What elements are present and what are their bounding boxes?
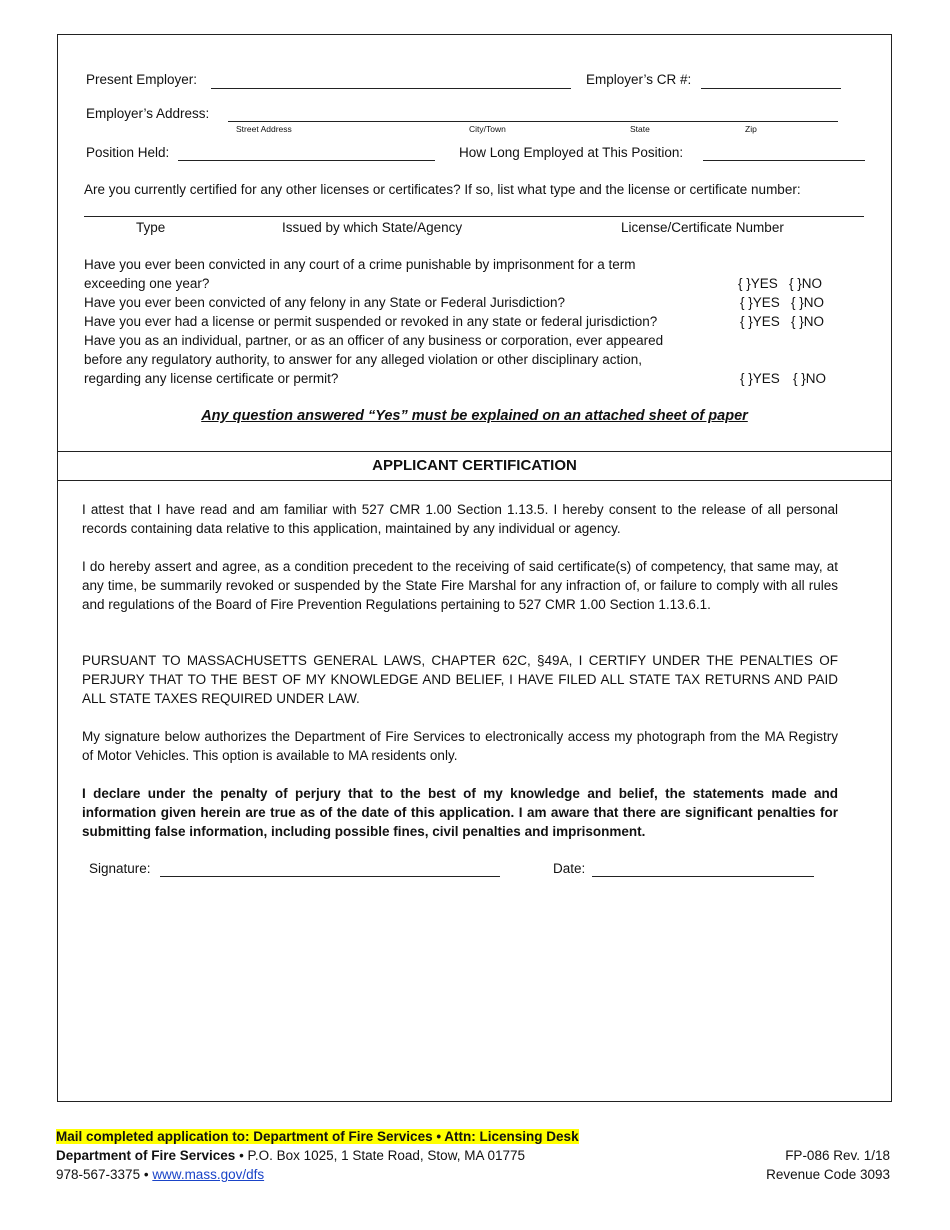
present-employer-label: Present Employer: [86,72,198,87]
employer-address-field[interactable] [228,121,838,122]
how-long-label: How Long Employed at This Position: [459,145,684,160]
state-sublabel: State [630,124,650,134]
perjury-declaration: I declare under the penalty of perjury that to the best of my knowledge and belief, the statements made and information given herein are true as of the date of this application. I am aware that there are significant penalties for submitting false information, including possible fines, civil penalties and imprisonment. [82,786,838,839]
question-1-no-checkbox[interactable]: { }NO [789,276,823,291]
city-sublabel: City/Town [469,124,506,134]
street-address-sublabel: Street Address [236,124,292,134]
question-2-yes-checkbox[interactable]: { }YES [740,295,780,310]
revenue-code: Revenue Code 3093 [766,1167,890,1182]
certification-paragraph-1: I attest that I have read and am familiar with 527 CMR 1.00 Section 1.13.5. I hereby consent to the release of all personal records containing data relative to this application, maintained by any individual or agency. [82,502,838,536]
other-licenses-question: Are you currently certified for any other licenses or certificates? If so, list what type and the license or certificate number: [84,182,801,197]
employer-address-label: Employer’s Address: [86,106,210,121]
department-address: • P.O. Box 1025, 1 State Road, Stow, MA 01775 [235,1148,525,1163]
question-2-no-checkbox[interactable]: { }NO [791,295,825,310]
question-4-no-checkbox[interactable]: { }NO [793,371,827,386]
question-1-line-2: exceeding one year? [84,276,210,291]
how-long-field[interactable] [703,160,865,161]
present-employer-field[interactable] [211,88,571,89]
employer-cr-label: Employer’s CR #: [586,72,692,87]
website-link[interactable]: www.mass.gov/dfs [152,1167,265,1182]
question-3-no-checkbox[interactable]: { }NO [791,314,825,329]
question-4-line-1: Have you as an individual, partner, or as an officer of any business or corporation, ever appeared [84,333,664,348]
question-1-line-1: Have you ever been convicted in any court of a crime punishable by imprisonment for a term [84,257,636,272]
certification-title: APPLICANT CERTIFICATION [372,457,577,474]
position-held-field[interactable] [178,160,435,161]
question-2-line-1: Have you ever been convicted of any felony in any State or Federal Jurisdiction? [84,295,566,310]
question-1-yes-checkbox[interactable]: { }YES [738,276,778,291]
yes-explanation-note: Any question answered “Yes” must be explained on an attached sheet of paper [201,408,748,424]
certification-paragraph-4: My signature below authorizes the Department of Fire Services to electronically access my photograph from the MA Registry of Motor Vehicles. This option is available to MA residents only. [82,729,838,763]
question-4-line-2: before any regulatory authority, to answer for any alleged violation or other disciplinary action, [84,352,643,367]
license-type-column: Type [136,220,166,235]
certification-header [57,451,892,481]
date-field[interactable] [592,876,814,877]
position-held-label: Position Held: [86,145,170,160]
mail-instructions: Mail completed application to: Department of Fire Services • Attn: Licensing Desk [56,1129,579,1144]
question-3-line-1: Have you ever had a license or permit suspended or revoked in any state or federal jurisdiction? [84,314,658,329]
license-number-column: License/Certificate Number [621,220,784,235]
question-4-yes-checkbox[interactable]: { }YES [740,371,780,386]
footer-address-line [56,1148,525,1163]
license-issuer-column: Issued by which State/Agency [282,220,463,235]
question-4-line-3: regarding any license certificate or permit? [84,371,339,386]
employer-cr-field[interactable] [701,88,841,89]
date-label: Date: [553,861,586,876]
certification-paragraph-2: I do hereby assert and agree, as a condition precedent to the receiving of said certificate(s) of competency, that same may, at any time, be summarily revoked or suspended by the State Fire Marshal for any infraction of, or failure to comply with all rules and regulations of the Board of Fire Prevention Regulations pertaining to 527 CMR 1.00 Section 1.13.6.1. [82,559,838,612]
department-name: Department of Fire Services [56,1148,236,1163]
signature-label: Signature: [89,861,151,876]
signature-field[interactable] [160,876,500,877]
certification-paragraph-3: PURSUANT TO MASSACHUSETTS GENERAL LAWS, CHAPTER 62C, §49A, I CERTIFY UNDER THE PENALTIES OF PERJURY THAT TO THE BEST OF MY KNOWLEDGE AND BELIEF, I HAVE FILED ALL STATE TAX RETURNS AND PAID ALL STATE TAXES REQUIRED UNDER LAW. [82,653,838,706]
footer-contact-line [56,1167,264,1182]
form-code: FP-086 Rev. 1/18 [785,1148,890,1163]
phone-number: 978-567-3375 • [56,1167,153,1182]
question-3-yes-checkbox[interactable]: { }YES [740,314,780,329]
zip-sublabel: Zip [745,124,757,134]
license-entry-field[interactable] [84,216,864,217]
